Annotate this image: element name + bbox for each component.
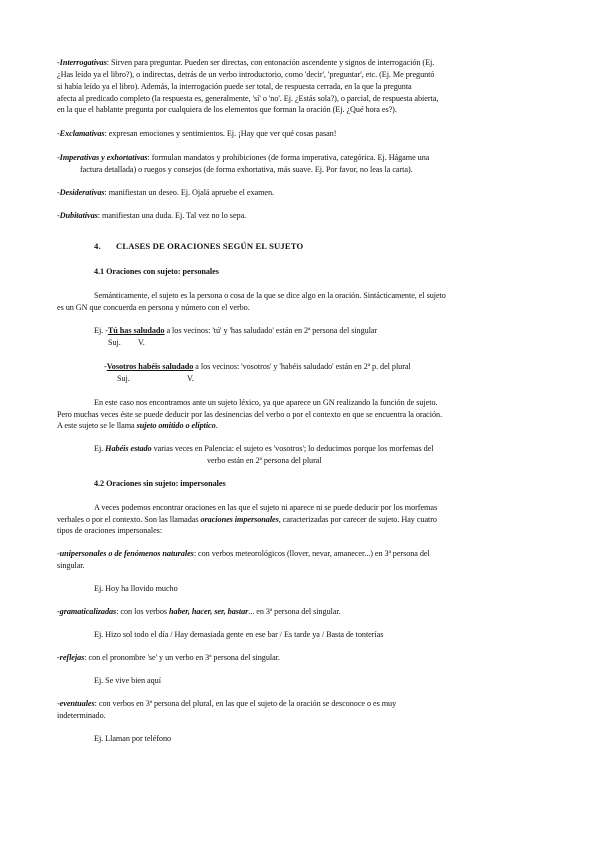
example-2-subject: Vosotros habéis saludado — [106, 362, 194, 371]
unipersonales-example: Ej. Hoy ha llovido mucho — [94, 584, 178, 593]
gramaticalizadas-example: Ej. Hizo sol todo el día / Hay demasiada gente en ese bar / Es tarde ya / Basta de tonterías — [94, 630, 384, 639]
section-title: CLASES DE ORACIONES SEGÚN EL SUJETO — [116, 241, 304, 251]
example-2-prefix: - — [104, 362, 107, 371]
paragraph-imperativas-line-1 — [57, 152, 429, 163]
unipersonales-line-2: singular. — [57, 561, 85, 570]
eventuales-line-1 — [57, 698, 396, 709]
text-interrogativas-1: : Sirven para preguntar. Pueden ser directas, con entonación ascendente y signos de interrogación (Ej. — [106, 58, 435, 67]
example-1-suj-label: Suj. — [108, 338, 121, 347]
paragraph-imperativas-line-2: factura detallada) o ruegos y consejos (de forma exhortativa, más suave. Ej. Por favor, no leas la carta). — [80, 165, 413, 174]
example-2-v-label: V. — [187, 374, 194, 383]
example-3-line-2: verbo están en 2ª persona del plural — [207, 456, 322, 465]
paragraph-4-1b-text-1: En este caso nos encontramos ante un sujeto léxico, ya que aparece un GN realizando la función de sujeto. — [94, 398, 438, 407]
unipersonales-line-1 — [57, 548, 430, 559]
paragraph-4-1b-line-1 — [94, 397, 438, 408]
eventuales-text: : con verbos en 3ª persona del plural, en las que el sujeto de la oración se desconoce o es muy — [94, 699, 397, 708]
example-2-suj-label: Suj. — [117, 374, 130, 383]
paragraph-exclamativas — [57, 128, 336, 139]
paragraph-interrogativas-line-3: si había leído ya el libro). Además, la interrogación puede ser total, de respuesta cerrada, en la que la pregunta — [57, 82, 412, 91]
paragraph-interrogativas-line-4: afecta al predicado completo (la respuesta es, generalmente, 'sí' o 'no'. Ej. ¿Estás sola?), o parcial, de respuesta abierta, — [57, 94, 439, 103]
paragraph-4-1b-text-3c: . — [215, 421, 218, 430]
example-2-rest: a los vecinos: 'vosotros' y 'habéis saludado' están en 2ª p. del plural — [193, 362, 411, 371]
paragraph-interrogativas-line-2: ¿Has leído ya el libro?), o indirectas, detrás de un verbo introductorio, como 'decir', 'preguntar', etc. (Ej. Me preguntó — [57, 70, 435, 79]
text-imperativas-1: : formulan mandatos y prohibiciones (de forma imperativa, categórica. Ej. Hágame una — [147, 153, 430, 162]
paragraph-interrogativas-line-5: en la que el hablante pregunta por cualquiera de los elementos que forman la oración (Ej. ¿Qué hora es?). — [57, 105, 397, 114]
paragraph-dubitativas — [57, 210, 246, 221]
paragraph-4-1-line-2: es un GN que concuerda en persona y número con el verbo. — [57, 303, 250, 312]
eventuales-line-2: indeterminado. — [57, 711, 106, 720]
paragraph-desiderativas — [57, 187, 274, 198]
subsection-title-4-2: 4.2 Oraciones sin sujeto: impersonales — [94, 479, 226, 488]
example-1 — [94, 325, 377, 336]
reflejas-text: : con el pronombre 'se' y un verbo en 3ª persona del singular. — [84, 653, 280, 662]
example-2 — [104, 361, 411, 372]
paragraph-4-2-line-3: tipos de oraciones impersonales: — [57, 526, 163, 535]
term-desiderativas: -Desiderativas — [57, 188, 105, 197]
term-sujeto-omitido: sujeto omitido o elíptico — [136, 421, 216, 430]
reflejas-example: Ej. Se vive bien aquí — [94, 676, 161, 685]
gramaticalizadas-line — [57, 606, 341, 617]
example-3-line-1 — [94, 443, 433, 454]
paragraph-4-2-line-1: A veces podemos encontrar oraciones en las que el sujeto ni aparece ni se puede deducir por los morfemas — [94, 503, 438, 512]
example-3-verb: Habéis estado — [105, 444, 152, 453]
example-1-prefix: Ej. - — [94, 326, 108, 335]
paragraph-4-1b-line-3 — [57, 420, 218, 431]
gramaticalizadas-verbs: haber, hacer, ser, bastar — [169, 607, 249, 616]
term-gramaticalizadas: -gramaticalizadas — [57, 607, 117, 616]
section-number: 4. — [94, 241, 101, 251]
text-desiderativas: : manifiestan un deseo. Ej. Ojalá apruebe el examen. — [104, 188, 275, 197]
unipersonales-text: : con verbos meteorológicos (llover, nevar, amanecer...) en 3ª persona del — [193, 549, 430, 558]
paragraph-4-2-text-2a: verbales o por el contexto. Son las llamadas — [57, 515, 201, 524]
paragraph-4-1-line-1: Semánticamente, el sujeto es la persona o cosa de la que se dice algo en la oración. Sintácticamente, el sujeto — [94, 291, 446, 300]
term-exclamativas: -Exclamativas — [57, 129, 105, 138]
example-3-rest: varias veces en Palencia: el sujeto es 'vosotros'; lo deducimos porque los morfemas del — [151, 444, 434, 453]
reflejas-line — [57, 652, 280, 663]
paragraph-4-2-text-2c: , caracterizadas por carecer de sujeto. Hay cuatro — [278, 515, 437, 524]
gramaticalizadas-text-a: : con los verbos — [116, 607, 170, 616]
gramaticalizadas-text-b: ... en 3ª persona del singular. — [248, 607, 341, 616]
paragraph-4-2-line-2 — [57, 514, 437, 525]
term-eventuales: -eventuales — [57, 699, 95, 708]
subsection-title-4-1: 4.1 Oraciones con sujeto: personales — [94, 267, 219, 276]
eventuales-example: Ej. Llaman por teléfono — [94, 734, 172, 743]
text-exclamativas: : expresan emociones y sentimientos. Ej. ¡Hay que ver qué cosas pasan! — [104, 129, 337, 138]
term-imperativas: -Imperativas y exhortativas — [57, 153, 148, 162]
example-3-prefix: Ej. — [94, 444, 106, 453]
text-dubitativas: : manifiestan una duda. Ej. Tal vez no lo sepa. — [97, 211, 247, 220]
example-1-v-label: V. — [138, 338, 145, 347]
paragraph-4-1b-text-3a: A este sujeto se le llama — [57, 421, 137, 430]
term-unipersonales: -unipersonales o de fenómenos naturales — [57, 549, 194, 558]
term-dubitativas: -Dubitativas — [57, 211, 98, 220]
term-interrogativas: -Interrogativas — [57, 58, 107, 67]
term-oraciones-impersonales: oraciones impersonales — [200, 515, 279, 524]
paragraph-interrogativas-line-1 — [57, 57, 434, 68]
term-reflejas: -reflejas — [57, 653, 85, 662]
example-1-subject: Tú has saludado — [107, 326, 165, 335]
paragraph-4-1b-line-2: Pero muchas veces éste se puede deducir por las desinencias del verbo o por el contexto en que se encuentra la oración. — [57, 410, 443, 419]
example-1-rest: a los vecinos: 'tú' y 'has saludado' están en 2ª persona del singular — [164, 326, 378, 335]
